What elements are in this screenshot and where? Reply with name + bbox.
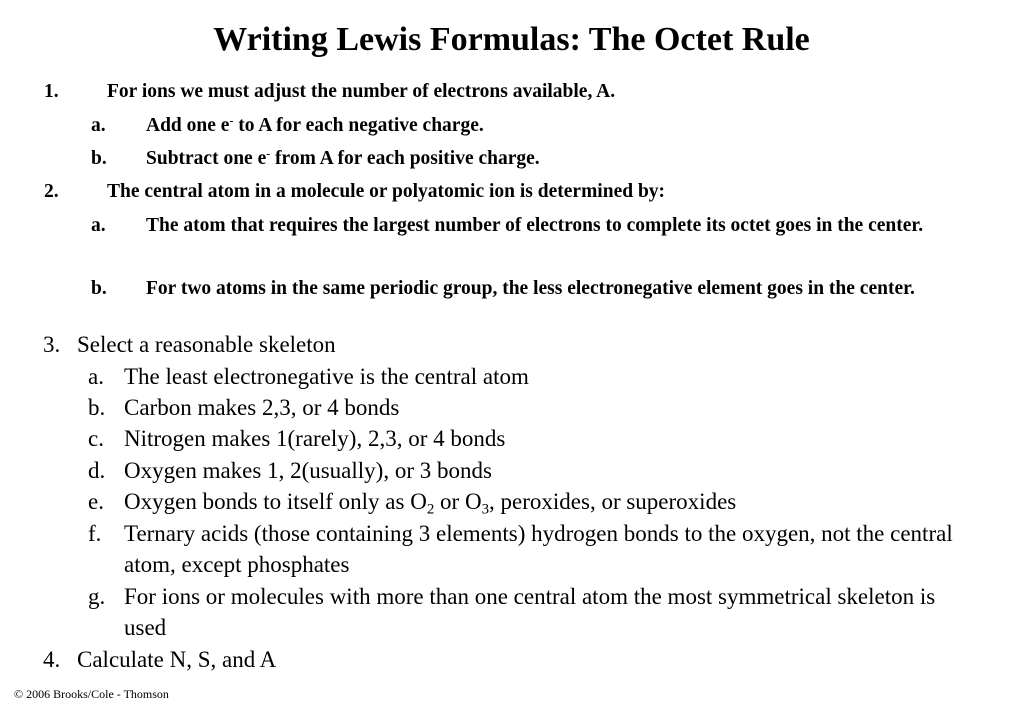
item-text: Oxygen makes 1, 2(usually), or 3 bonds [124,458,492,483]
item-marker: f. [88,521,102,546]
slide-title: Writing Lewis Formulas: The Octet Rule [213,21,810,58]
item-text: For two atoms in the same periodic group, the less electronegative element goes in the center. [146,278,915,299]
item-marker: b. [91,278,107,299]
item-text: The central atom in a molecule or polyatomic ion is determined by: [107,181,666,202]
item-text: Carbon makes 2,3, or 4 bonds [124,395,400,420]
item-marker: 2. [44,181,59,202]
item-marker: a. [91,115,106,136]
item-marker: 3. [43,332,61,357]
item-text: Subtract one e- from A for each positive charge. [146,147,540,169]
item-marker: 1. [44,81,59,102]
item-text: The least electronegative is the central atom [124,364,529,389]
item-marker: 4. [43,647,61,672]
item-text: Calculate N, S, and A [77,647,277,672]
copyright-footer: © 2006 Brooks/Cole - Thomson [14,687,169,701]
item-marker: b. [88,395,106,420]
item-text: Select a reasonable skeleton [77,332,336,357]
item-marker: e. [88,489,104,514]
item-marker: a. [88,364,104,389]
item-marker: b. [91,148,107,169]
item-marker: a. [91,215,106,236]
item-marker: c. [88,426,104,451]
item-text: The atom that requires the largest number of electrons to complete its octet goes in the center. [146,215,924,236]
item-text: Ternary acids (those containing 3 elements) hydrogen bonds to the oxygen, not the central atom, except phosphates [124,521,953,577]
item-text: For ions we must adjust the number of electrons available, A. [107,81,616,102]
item-text: For ions or molecules with more than one central atom the most symmetrical skeleton is used [124,584,936,640]
item-text: Oxygen bonds to itself only as $O_2$ or $O_3$, peroxides, or superoxides [124,489,737,518]
item-text: Nitrogen makes 1(rarely), 2,3, or 4 bonds [124,426,506,451]
item-marker: d. [88,458,106,483]
item-marker: g. [88,584,106,609]
item-text: Add one e- to A for each negative charge. [146,114,484,136]
